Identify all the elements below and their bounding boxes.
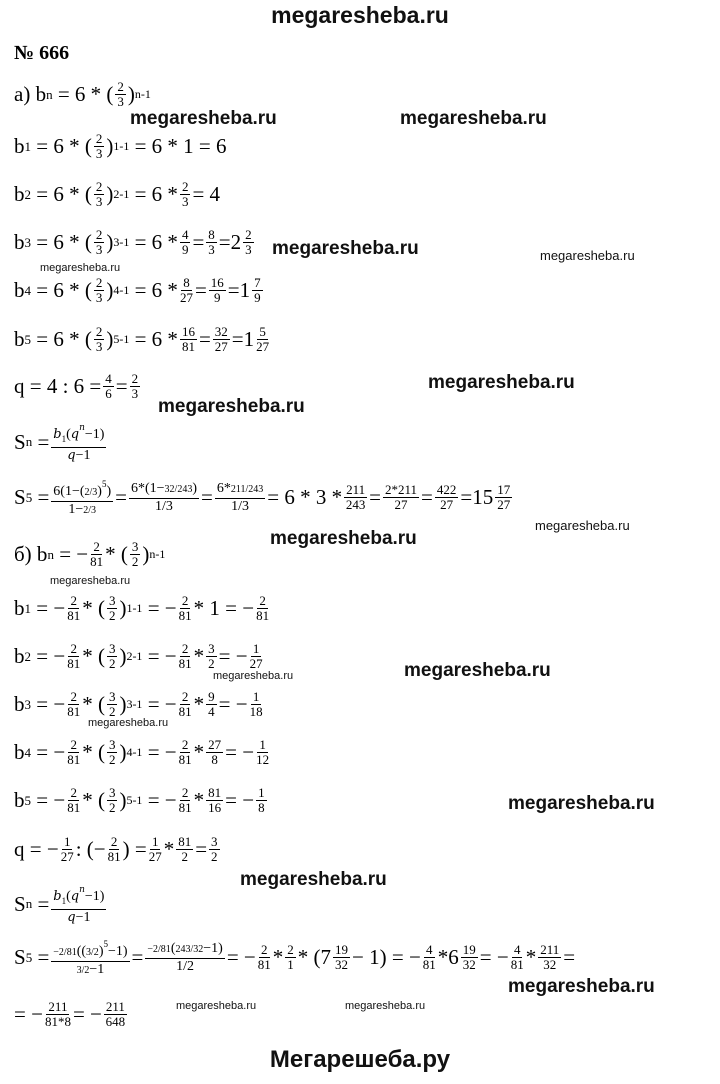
watermark: megaresheba.ru [508,793,655,814]
watermark: megaresheba.ru [240,869,387,890]
formula-a-s5: S 5 = $6(1-(2/3)^5)$ 1−2/3 = 6*(1−32/243) 1/3 = 6*211/243 1/3 = 6 * 3 * 211 243 = 2*211 27 = 422 27 = 15 17 27 [14,476,514,519]
formula-a-b4: b 4 = 6 * ( 2 3 ) 4-1 = 6 * 8 27 = 16 9 = 1 7 9 [14,275,261,305]
watermark: megaresheba.ru [345,1000,426,1012]
formula-a-bn: а) b n = 6 * ( 2 3 ) n-1 [14,79,151,109]
watermark: megaresheba.ru [270,528,417,549]
formula-a-b5: b 5 = 6 * ( 2 3 ) 5-1 = 6 * 16 81 = 32 27 = 1 5 27 [14,324,270,354]
watermark: megaresheba.ru [508,976,655,997]
formula-a-sn: S n = $b_1(q^n-1)$ q−1 [14,420,108,464]
watermark: megaresheba.ru [50,575,131,587]
label-b: б) b [14,542,48,566]
formula-b-b3: b 3 = − 2 81 * ( 3 2 ) 3-1 = − 2 81 * 9 4 = − 1 18 [14,689,263,719]
watermark: megaresheba.ru [40,262,121,274]
formula-b-s5: S 5 = $-2/81((3/2)^5-1)$ 3/2−1 = −2/81(243/32−1) 1/2 = − 2 81 * 2 1 * ( 7 19 32 − 1) = − 4 81 * 6 19 32 = − 4 81 * 211 32 = [14,936,575,979]
site-header: megaresheba.ru [271,2,449,28]
watermark: megaresheba.ru [158,396,305,417]
watermark: megaresheba.ru [213,670,294,682]
formula-b-bn: б) b n = − 2 81 * ( 3 2 ) n-1 [14,539,166,569]
formula-b-b4: b 4 = − 2 81 * ( 3 2 ) 4-1 = − 2 81 * 27 8 = − 1 12 [14,737,270,767]
formula-a-b2: b 2 = 6 * ( 2 3 ) 2-1 = 6 * 2 3 = 4 [14,179,221,209]
formula-b-b1: b 1 = − 2 81 * ( 3 2 ) 1-1 = − 2 81 * 1 = − 2 81 [14,593,270,623]
formula-b-b2: b 2 = − 2 81 * ( 3 2 ) 2-1 = − 2 81 * 3 2 = − 1 27 [14,641,263,671]
problem-number: № 666 [14,42,70,64]
formula-a-b3: b 3 = 6 * ( 2 3 ) 3-1 = 6 * 4 9 = 8 3 = 2 2 3 [14,227,252,257]
formula-a-q: q = 4 : 6 = 4 6 = 2 3 [14,371,139,401]
watermark: megaresheba.ru [535,518,630,533]
watermark: megaresheba.ru [88,717,169,729]
watermark: megaresheba.ru [540,248,635,263]
watermark: megaresheba.ru [130,108,277,129]
label-a: а) b [14,82,47,106]
formula-b-result: = − 211 81*8 = − 211 648 [14,999,126,1029]
formula-b-sn: S n = $b_1(q^n-1)$ q−1 [14,882,108,926]
site-footer: Мегарешеба.ру [269,1046,451,1073]
watermark: megaresheba.ru [404,660,551,681]
watermark: megaresheba.ru [272,238,419,259]
formula-b-q: q = − 1 27 : (− 2 81 ) = 1 27 * 81 2 = 3 2 [14,834,218,864]
watermark: megaresheba.ru [176,1000,257,1012]
formula-a-b1: b 1 = 6 * ( 2 3 ) 1-1 = 6 * 1 = 6 [14,131,227,161]
watermark: megaresheba.ru [428,372,575,393]
formula-b-b5: b 5 = − 2 81 * ( 3 2 ) 5-1 = − 2 81 * 81 16 = − 1 8 [14,785,265,815]
watermark: megaresheba.ru [400,108,547,129]
